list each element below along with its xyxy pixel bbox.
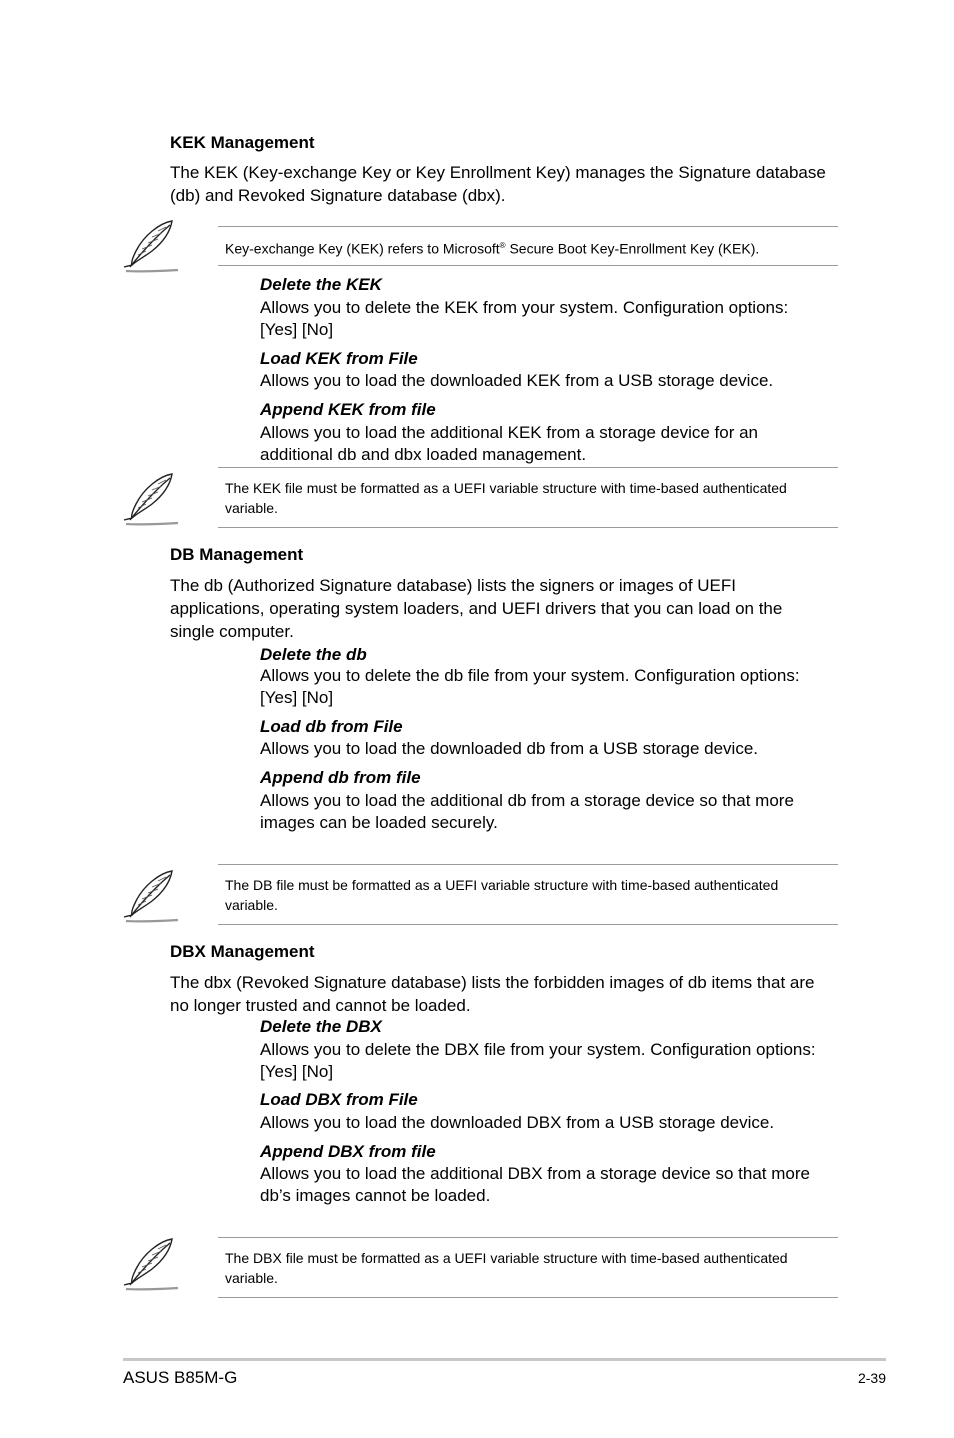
item-desc-line: [Yes] [No] [260,320,334,339]
kek-note-text: Secure Boot Key-Enrollment Key (KEK). [505,240,760,257]
item-desc [260,790,840,834]
item-desc [260,1039,840,1083]
note-line: The KEK file must be formatted as a UEFI variable structure with time-based authenticated [225,480,787,496]
item-title: Delete the db [260,645,367,664]
footer-product: ASUS B85M-G [123,1368,238,1387]
item-desc [260,370,840,392]
note-line: variable. [225,897,278,913]
note-line: The DBX file must be formatted as a UEFI variable structure with time-based authenticated [225,1250,788,1266]
item-title: Delete the KEK [260,275,382,294]
item-title: Load KEK from File [260,349,418,368]
item-title: Append KEK from file [260,400,436,419]
db-intro-line: The db (Authorized Signature database) lists the signers or images of UEFI [170,576,737,595]
item-desc [260,738,840,760]
kek-note-text: Key-exchange Key (KEK) refers to Microsoft [225,240,500,257]
item-desc-line: additional db and dbx loaded management. [260,445,587,464]
feather-pen-note-icon [122,867,180,923]
item-title: Delete the DBX [260,1017,382,1036]
db-file-note [225,875,837,915]
note-line: variable. [225,1270,278,1286]
page-number: 2-39 [857,1370,886,1386]
item-desc [260,297,840,341]
kek-intro-line: The KEK (Key-exchange Key or Key Enrollment Key) manages the Signature database [170,163,826,182]
kek-note [225,236,837,259]
item-desc-line: Allows you to load the additional KEK from a storage device for an [260,423,759,442]
db-heading: DB Management [170,545,304,564]
dbx-intro-line: no longer trusted and cannot be loaded. [170,996,471,1015]
item-desc-line: Allows you to load the downloaded DBX from a USB storage device. [260,1113,775,1132]
item-desc [260,665,840,709]
item-desc-line: [Yes] [No] [260,688,334,707]
item-title: Append db from file [260,768,421,787]
dbx-intro [170,971,840,1017]
registered-mark: ® [499,241,506,250]
item-desc-line: Allows you to load the downloaded KEK from a USB storage device. [260,371,774,390]
item-desc-line: db’s images cannot be loaded. [260,1186,491,1205]
item-title: Load DBX from File [260,1090,418,1109]
note-line: The DB file must be formatted as a UEFI variable structure with time-based authenticated [225,877,779,893]
item-desc-line: Allows you to delete the db file from your system. Configuration options: [260,666,800,685]
feather-pen-note-icon [122,1235,180,1291]
feather-pen-note-icon [122,470,180,526]
dbx-heading: DBX Management [170,942,315,961]
dbx-file-note [225,1248,837,1288]
item-desc-line: Allows you to delete the DBX file from your system. Configuration options: [260,1040,816,1059]
note-divider [218,467,838,468]
item-title: Append DBX from file [260,1142,436,1161]
note-divider [218,924,838,925]
item-title: Load db from File [260,717,403,736]
item-desc-line: [Yes] [No] [260,1062,334,1081]
item-desc-line: Allows you to load the additional db from a storage device so that more [260,791,794,810]
item-desc-line: Allows you to load the additional DBX from a storage device so that more [260,1164,810,1183]
kek-intro-line: (db) and Revoked Signature database (dbx). [170,186,506,205]
note-divider [218,1297,838,1298]
note-divider [218,226,838,227]
item-desc [260,422,840,466]
db-intro-line: applications, operating system loaders, and UEFI drivers that you can load on the [170,599,783,618]
note-line: variable. [225,500,278,516]
note-divider [218,864,838,865]
item-desc-line: images can be loaded securely. [260,813,498,832]
note-divider [218,1237,838,1238]
item-desc-line: Allows you to delete the KEK from your system. Configuration options: [260,298,789,317]
kek-heading: KEK Management [170,133,315,152]
note-divider [218,527,838,528]
feather-pen-note-icon [122,217,180,273]
kek-file-note [225,478,837,518]
db-intro [170,574,840,643]
footer-divider [123,1358,886,1361]
kek-intro [170,161,840,207]
item-desc [260,1163,840,1207]
dbx-intro-line: The dbx (Revoked Signature database) lists the forbidden images of db items that are [170,973,815,992]
db-intro-line: single computer. [170,622,294,641]
item-desc [260,1112,840,1134]
note-divider [218,265,838,266]
item-desc-line: Allows you to load the downloaded db from a USB storage device. [260,739,759,758]
